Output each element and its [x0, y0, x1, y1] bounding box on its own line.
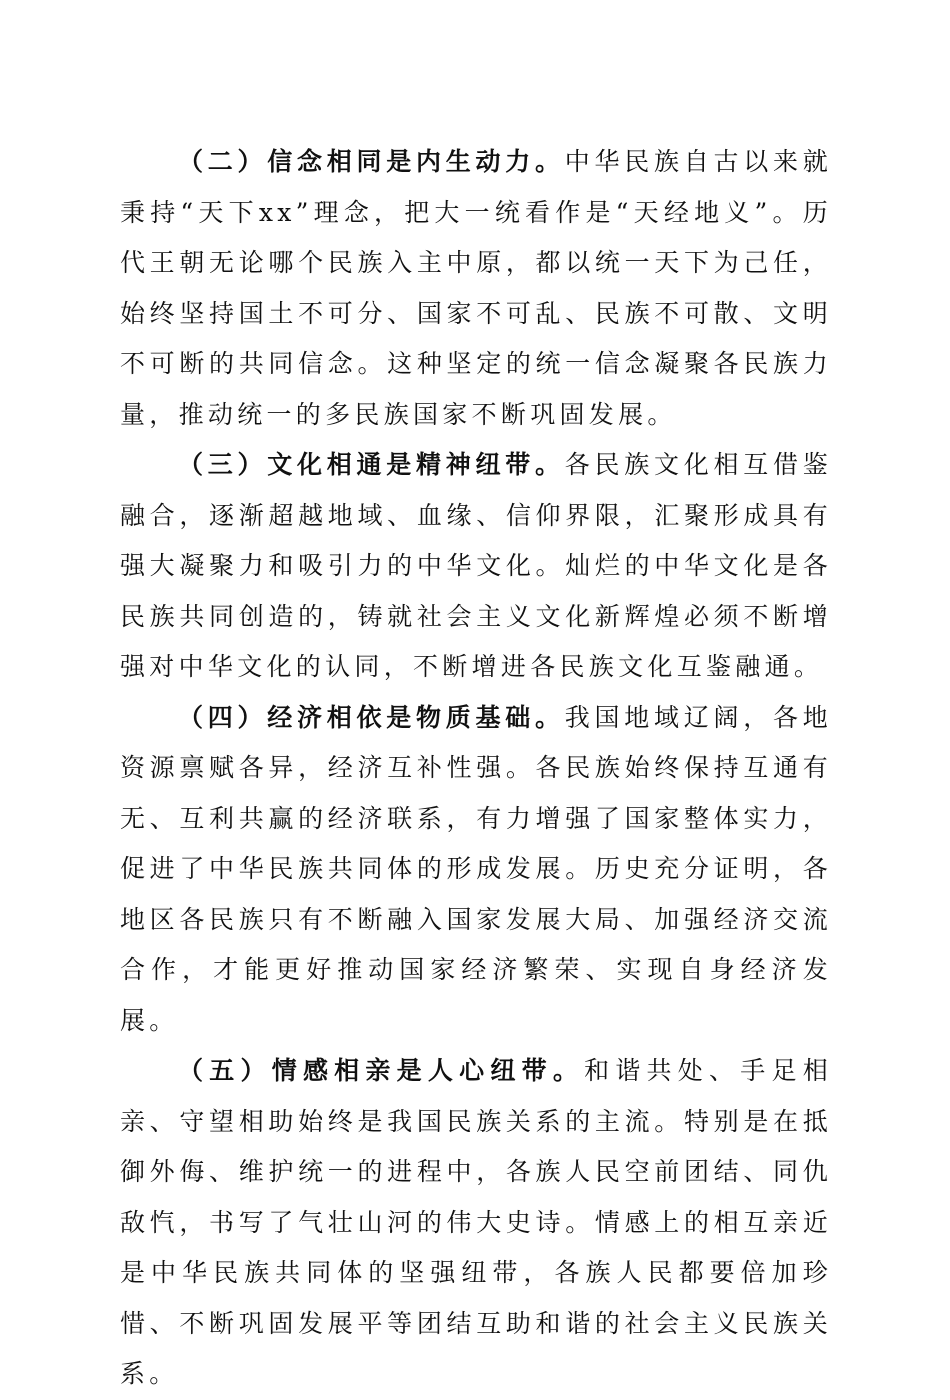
- paragraph-heading: （五）情感相亲是人心纽带。: [178, 1056, 585, 1085]
- paragraph-culture: [120, 440, 832, 693]
- document-page: [120, 137, 832, 1400]
- paragraph-body: 中华民族自古以来就秉持“天下xx”理念，把大一统看作是“天经地义”。历代王朝无论哪个民族入主中原，都以统一天下为己任，始终坚持国土不可分、国家不可乱、民族不可散、文明不可断的共同信念。这种坚定的统一信念凝聚各民族力量，推动统一的多民族国家不断巩固发展。: [120, 147, 832, 429]
- paragraph-heading: （四）经济相依是物质基础。: [178, 702, 565, 732]
- paragraph-economy: [120, 693, 832, 1047]
- paragraph-heading: （三）文化相通是精神纽带。: [178, 450, 565, 479]
- paragraph-heading: （二）信念相同是内生动力。: [178, 147, 565, 176]
- paragraph-body: 和谐共处、手足相亲、守望相助始终是我国民族关系的主流。特别是在抵御外侮、维护统一的进程中，各族人民空前团结、同仇敌忾，书写了气壮山河的伟大史诗。情感上的相互亲近是中华民族共同体的坚强纽带，各族人民都要倍加珍惜、不断巩固发展平等团结互助和谐的社会主义民族关系。: [120, 1056, 833, 1388]
- paragraph-belief: [120, 137, 832, 440]
- paragraph-body: 各民族文化相互借鉴融合，逐渐超越地域、血缘、信仰界限，汇聚形成具有强大凝聚力和吸引力的中华文化。灿烂的中华文化是各民族共同创造的，铸就社会主义文化新辉煌必须不断增强对中华文化的认同，不断增进各民族文化互鉴融通。: [120, 450, 832, 681]
- paragraph-body: 我国地域辽阔，各地资源禀赋各异，经济互补性强。各民族始终保持互通有无、互利共赢的经济联系，有力增强了国家整体实力，促进了中华民族共同体的形成发展。历史充分证明，各地区各民族只有不断融入国家发展大局、加强经济交流合作，才能更好推动国家经济繁荣、实现自身经济发展。: [120, 702, 832, 1035]
- paragraph-emotion: [120, 1046, 832, 1400]
